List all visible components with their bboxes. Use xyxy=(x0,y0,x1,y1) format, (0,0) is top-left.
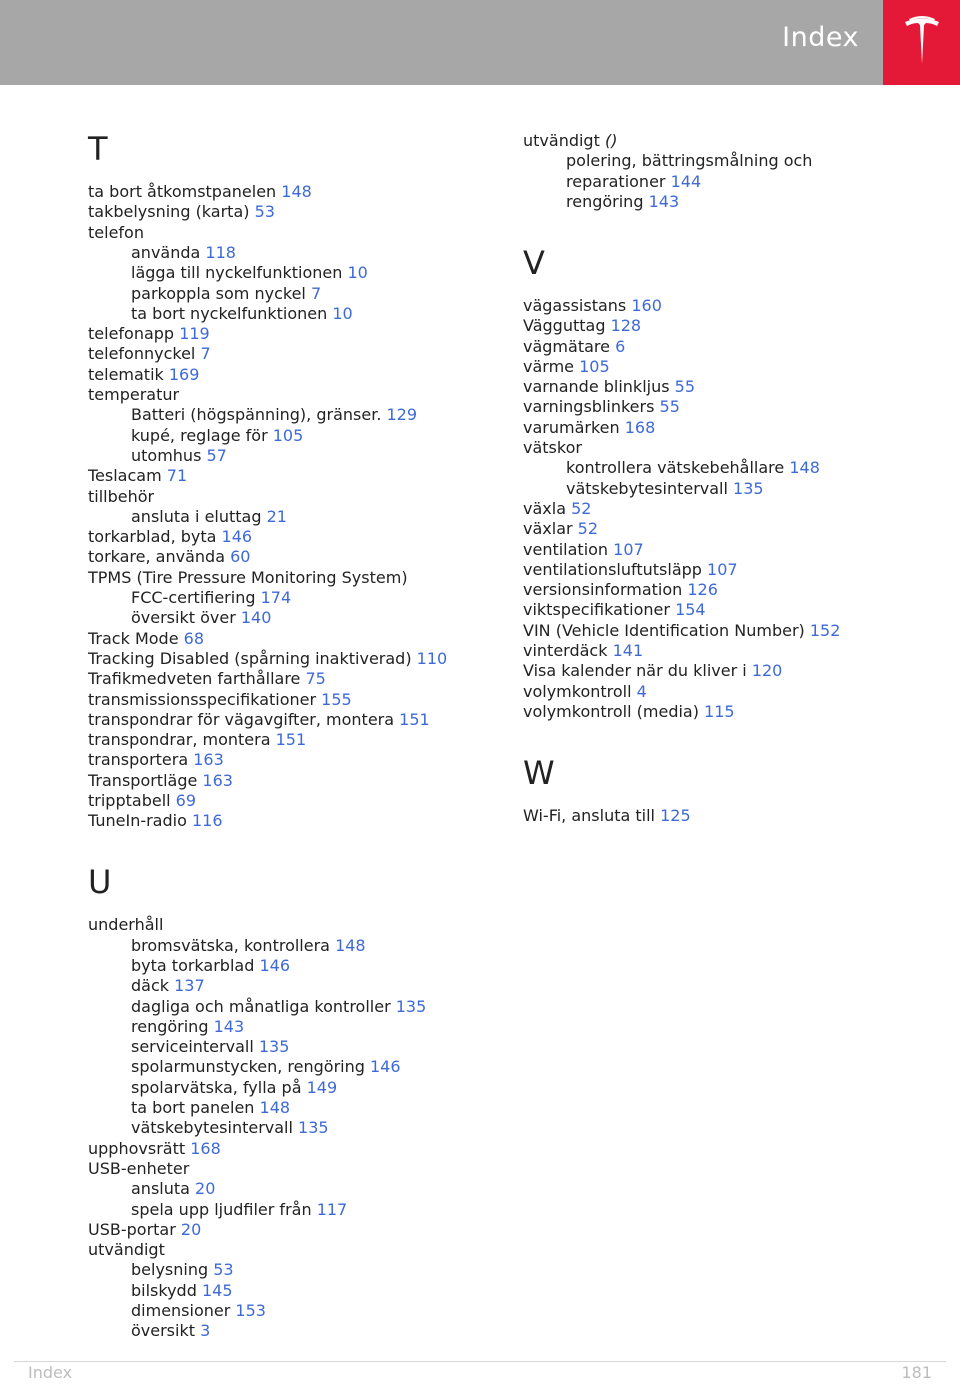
index-term: volymkontroll xyxy=(523,681,632,701)
page-link[interactable]: 71 xyxy=(166,466,188,486)
index-term: utvändigt xyxy=(523,131,600,150)
index-subentry xyxy=(131,284,321,304)
page-link[interactable]: 148 xyxy=(259,1098,291,1117)
index-term: växlar xyxy=(523,519,573,539)
index-entry xyxy=(523,418,655,438)
index-entry xyxy=(523,661,782,681)
page-link[interactable]: 160 xyxy=(631,295,662,315)
index-term: belysning xyxy=(131,1260,209,1280)
index-subentry xyxy=(131,1118,329,1138)
index-entry xyxy=(88,1159,189,1179)
page-link[interactable]: 10 xyxy=(347,263,368,283)
page-link[interactable]: 7 xyxy=(200,344,211,364)
index-subentry xyxy=(131,1179,215,1199)
index-subentry xyxy=(131,1260,234,1280)
index-term: VIN (Vehicle Identification Number) xyxy=(523,620,805,640)
index-entry xyxy=(88,690,352,710)
index-term: vägassistans xyxy=(523,295,627,315)
page-link[interactable]: 126 xyxy=(687,580,718,600)
index-subentry xyxy=(131,936,366,956)
index-term: ta bort nyckelfunktionen xyxy=(131,303,328,323)
index-subentry xyxy=(131,426,303,446)
index-subentry xyxy=(131,997,426,1017)
page-link[interactable]: 143 xyxy=(213,1016,245,1036)
page-link[interactable]: 75 xyxy=(305,669,326,689)
page-link[interactable]: 53 xyxy=(213,1260,234,1280)
index-term: ta bort panelen xyxy=(131,1098,255,1117)
index-entry xyxy=(523,397,680,417)
page-link[interactable]: 117 xyxy=(316,1199,348,1219)
page-link[interactable]: 52 xyxy=(571,498,592,518)
index-term: FCC-certifiering xyxy=(131,588,256,607)
index-subentry xyxy=(566,479,764,499)
index-term: använda xyxy=(131,242,201,262)
index-term: Transportläge xyxy=(88,770,198,790)
page-link[interactable]: 128 xyxy=(610,316,642,336)
index-entry xyxy=(523,600,706,620)
index-subentry xyxy=(131,1017,244,1037)
index-term: översikt över xyxy=(131,608,236,628)
index-term: Visa kalender när du kliver i xyxy=(523,661,747,681)
footer-divider xyxy=(14,1361,946,1362)
index-term-suffix: () xyxy=(604,131,618,150)
index-subentry xyxy=(131,1098,290,1118)
page-link[interactable]: 118 xyxy=(205,242,236,262)
index-entry xyxy=(523,131,617,151)
page-link[interactable]: 107 xyxy=(707,559,738,579)
index-term: transmissionsspecifikationer xyxy=(88,689,317,709)
index-term: versionsinformation xyxy=(523,580,683,600)
index-entry xyxy=(523,806,691,826)
page-link[interactable]: 60 xyxy=(230,547,251,567)
footer-section: Index xyxy=(28,1363,73,1382)
index-entry xyxy=(88,811,223,831)
index-entry xyxy=(523,499,591,519)
index-term: bilskydd xyxy=(131,1280,197,1300)
index-term: serviceintervall xyxy=(131,1037,254,1057)
index-entry xyxy=(88,730,306,750)
index-term: värme xyxy=(523,356,574,376)
index-term: volymkontroll (media) xyxy=(523,701,699,721)
index-term: Trafikmedveten farthållare xyxy=(88,669,301,689)
index-entry xyxy=(88,547,250,567)
index-entry xyxy=(523,296,662,316)
index-term: spela upp ljudfiler från xyxy=(131,1199,312,1219)
index-entry xyxy=(88,1139,221,1159)
index-entry xyxy=(88,1240,165,1260)
page-link[interactable]: 125 xyxy=(660,805,691,825)
page-link[interactable]: 155 xyxy=(321,689,352,709)
index-entry xyxy=(523,560,738,580)
index-subentry xyxy=(131,243,236,263)
index-entry xyxy=(88,324,210,344)
index-entry xyxy=(88,750,224,770)
index-subentry xyxy=(131,1200,347,1220)
page-link[interactable]: 20 xyxy=(195,1179,216,1199)
header-bar xyxy=(0,0,883,85)
index-term: Tracking Disabled (spårning inaktiverad) xyxy=(88,648,412,668)
page-link[interactable]: 148 xyxy=(281,182,312,201)
index-term: Track Mode xyxy=(88,628,179,648)
index-term: ventilation xyxy=(523,539,609,559)
tesla-t-logo-icon xyxy=(903,16,941,66)
index-term: telematik xyxy=(88,364,164,384)
index-term: vätskor xyxy=(523,438,582,457)
index-term: vätskebytesintervall xyxy=(566,478,728,498)
index-term: utvändigt xyxy=(88,1240,165,1260)
index-subentry xyxy=(131,446,227,466)
index-term: vinterdäck xyxy=(523,641,608,660)
index-term: Wi-Fi, ansluta till xyxy=(523,805,655,825)
index-entry xyxy=(523,337,625,357)
index-entry xyxy=(523,682,647,702)
index-subentry xyxy=(131,1321,210,1341)
index-term: byta torkarblad xyxy=(131,955,255,975)
index-subentry xyxy=(131,405,417,425)
page-link[interactable]: 116 xyxy=(191,811,223,831)
index-entry xyxy=(88,568,408,588)
index-term: däck xyxy=(131,976,170,996)
index-entry xyxy=(88,710,430,730)
index-term: varningsblinkers xyxy=(523,397,655,417)
page-link[interactable]: 119 xyxy=(179,324,210,344)
index-term: USB-enheter xyxy=(88,1158,190,1178)
page-link[interactable]: 151 xyxy=(399,709,430,729)
page-link[interactable]: 146 xyxy=(259,955,290,975)
index-term: varnande blinkljus xyxy=(523,377,670,397)
index-subentry xyxy=(566,151,812,171)
page-link[interactable]: 105 xyxy=(579,356,610,376)
index-entry xyxy=(88,182,312,202)
index-entry xyxy=(88,385,179,405)
page-link[interactable]: 135 xyxy=(298,1118,329,1138)
page-link[interactable]: 105 xyxy=(272,425,304,445)
page-link[interactable]: 55 xyxy=(674,377,696,397)
index-entry xyxy=(523,316,641,336)
page-link[interactable]: 153 xyxy=(235,1301,266,1320)
index-term: telefonapp xyxy=(88,324,175,344)
page-link[interactable]: 163 xyxy=(202,770,233,790)
page-link[interactable]: 3 xyxy=(200,1321,211,1341)
section-letter: W xyxy=(523,753,555,792)
section-letter: V xyxy=(523,243,545,282)
section-letter: T xyxy=(88,130,108,168)
page-link[interactable]: 140 xyxy=(240,608,272,628)
index-subentry xyxy=(566,172,701,192)
index-term: rengöring xyxy=(566,191,644,211)
page-link[interactable]: 52 xyxy=(577,519,599,539)
index-entry xyxy=(523,519,598,539)
index-entry xyxy=(88,1220,201,1240)
index-entry xyxy=(523,540,644,560)
index-subentry xyxy=(131,1301,266,1321)
index-entry xyxy=(88,527,252,547)
index-term: temperatur xyxy=(88,385,180,404)
index-term: telefonnyckel xyxy=(88,344,196,364)
index-term: Batteri (högspänning), gränser. xyxy=(131,405,382,425)
index-term: växla xyxy=(523,498,566,518)
page-link[interactable]: 143 xyxy=(648,191,680,211)
index-term: tillbehör xyxy=(88,486,155,506)
page-link[interactable]: 146 xyxy=(370,1057,401,1077)
index-entry xyxy=(88,629,204,649)
page-link[interactable]: 20 xyxy=(180,1219,202,1239)
page-link[interactable]: 169 xyxy=(168,364,200,384)
index-term: spolarvätska, fylla på xyxy=(131,1077,302,1097)
index-entry xyxy=(88,365,199,385)
page-link[interactable]: 107 xyxy=(613,539,644,559)
page-link[interactable]: 168 xyxy=(190,1138,221,1158)
page-link[interactable]: 168 xyxy=(624,417,656,437)
page-link[interactable]: 10 xyxy=(332,303,353,323)
index-subentry xyxy=(131,1078,337,1098)
index-term: varumärken xyxy=(523,417,620,437)
page-link[interactable]: 154 xyxy=(675,600,706,620)
page-link[interactable]: 69 xyxy=(175,791,197,810)
page-title: Index xyxy=(782,22,859,53)
page-link[interactable]: 120 xyxy=(751,661,783,681)
index-term: underhåll xyxy=(88,915,164,935)
index-subentry xyxy=(131,588,291,608)
page-link[interactable]: 68 xyxy=(183,628,204,648)
index-term: kupé, reglage för xyxy=(131,425,268,445)
logo-box xyxy=(883,0,960,85)
index-term: kontrollera vätskebehållare xyxy=(566,458,785,478)
page-link[interactable]: 21 xyxy=(266,506,287,526)
page-link[interactable]: 53 xyxy=(254,202,275,222)
index-term: transpondrar, montera xyxy=(88,730,271,750)
index-subentry xyxy=(566,458,820,478)
index-subentry xyxy=(131,976,205,996)
index-entry xyxy=(523,621,840,641)
index-entry xyxy=(88,344,211,364)
page-link[interactable]: 115 xyxy=(704,701,735,721)
page-link[interactable]: 57 xyxy=(206,445,227,465)
index-subentry xyxy=(131,304,353,324)
page-link[interactable]: 55 xyxy=(659,397,680,417)
page-link[interactable]: 163 xyxy=(193,750,224,770)
index-entry xyxy=(523,377,695,397)
index-term: bromsvätska, kontrollera xyxy=(131,935,330,955)
index-term: vätskebytesintervall xyxy=(131,1118,293,1138)
index-subentry xyxy=(131,1057,401,1077)
page-link[interactable]: 145 xyxy=(201,1280,233,1300)
page-link[interactable]: 110 xyxy=(416,648,448,668)
index-term: telefon xyxy=(88,222,144,242)
index-term: TuneIn-radio xyxy=(88,811,187,831)
index-term: ventilationsluftutsläpp xyxy=(523,559,702,579)
index-term: översikt xyxy=(131,1321,195,1341)
index-entry xyxy=(88,915,163,935)
index-term: dimensioner xyxy=(131,1301,231,1320)
index-subentry xyxy=(131,956,290,976)
page-link[interactable]: 141 xyxy=(612,641,644,660)
index-term: reparationer xyxy=(566,171,666,191)
index-subentry xyxy=(131,507,287,527)
page-link[interactable]: 129 xyxy=(386,405,418,425)
page-link[interactable]: 151 xyxy=(275,730,307,750)
index-term: vägmätare xyxy=(523,336,610,356)
index-entry xyxy=(88,771,233,791)
index-term: lägga till nyckelfunktionen xyxy=(131,263,343,283)
page-link[interactable]: 149 xyxy=(306,1077,338,1097)
index-entry xyxy=(88,202,275,222)
index-term: upphovsrätt xyxy=(88,1138,186,1158)
index-entry xyxy=(88,466,187,486)
page-link[interactable]: 6 xyxy=(615,336,626,356)
index-entry xyxy=(88,487,154,507)
index-term: torkare, använda xyxy=(88,547,225,567)
index-term: spolarmunstycken, rengöring xyxy=(131,1057,365,1077)
index-term: ansluta xyxy=(131,1179,190,1199)
index-entry xyxy=(523,702,735,722)
index-entry xyxy=(88,649,447,669)
index-term: ta bort åtkomstpanelen xyxy=(88,182,277,201)
index-subentry xyxy=(131,263,368,283)
footer-page-number: 181 xyxy=(901,1363,932,1382)
index-entry xyxy=(523,438,582,458)
index-entry xyxy=(88,669,326,689)
index-subentry xyxy=(131,608,271,628)
index-term: takbelysning (karta) xyxy=(88,202,250,222)
section-letter: U xyxy=(88,863,112,902)
page-link[interactable]: 152 xyxy=(809,620,841,640)
index-term: viktspecifikationer xyxy=(523,600,670,620)
page-link[interactable]: 174 xyxy=(260,588,292,607)
index-subentry xyxy=(131,1037,289,1057)
page-link[interactable]: 146 xyxy=(221,527,253,547)
page-link[interactable]: 135 xyxy=(395,996,427,1016)
index-entry xyxy=(88,223,144,243)
page-link[interactable]: 148 xyxy=(335,935,366,955)
page-link[interactable]: 7 xyxy=(310,283,322,303)
index-term: tripptabell xyxy=(88,791,171,810)
index-term: Teslacam xyxy=(88,466,162,486)
index-term: dagliga och månatliga kontroller xyxy=(131,996,391,1016)
index-term: utomhus xyxy=(131,445,202,465)
index-entry xyxy=(523,580,718,600)
index-subentry xyxy=(566,192,679,212)
page-link[interactable]: 137 xyxy=(174,976,205,996)
index-term: ansluta i eluttag xyxy=(131,506,262,526)
index-entry xyxy=(88,791,196,811)
index-term: transpondrar för vägavgifter, montera xyxy=(88,709,395,729)
index-term: torkarblad, byta xyxy=(88,527,217,547)
index-term: rengöring xyxy=(131,1016,209,1036)
page-link[interactable]: 135 xyxy=(733,478,764,498)
page-link[interactable]: 4 xyxy=(636,681,647,701)
index-term: Vägguttag xyxy=(523,316,606,336)
index-term: TPMS (Tire Pressure Monitoring System) xyxy=(88,567,408,587)
page-link[interactable]: 144 xyxy=(670,171,702,191)
index-subentry xyxy=(131,1281,233,1301)
index-term: polering, bättringsmålning och xyxy=(566,151,813,171)
page-link[interactable]: 148 xyxy=(789,458,820,478)
page-link[interactable]: 135 xyxy=(258,1037,290,1057)
index-term: USB-portar xyxy=(88,1219,176,1239)
index-term: parkoppla som nyckel xyxy=(131,283,306,303)
index-entry xyxy=(523,357,610,377)
index-entry xyxy=(523,641,643,661)
index-term: transportera xyxy=(88,750,189,770)
